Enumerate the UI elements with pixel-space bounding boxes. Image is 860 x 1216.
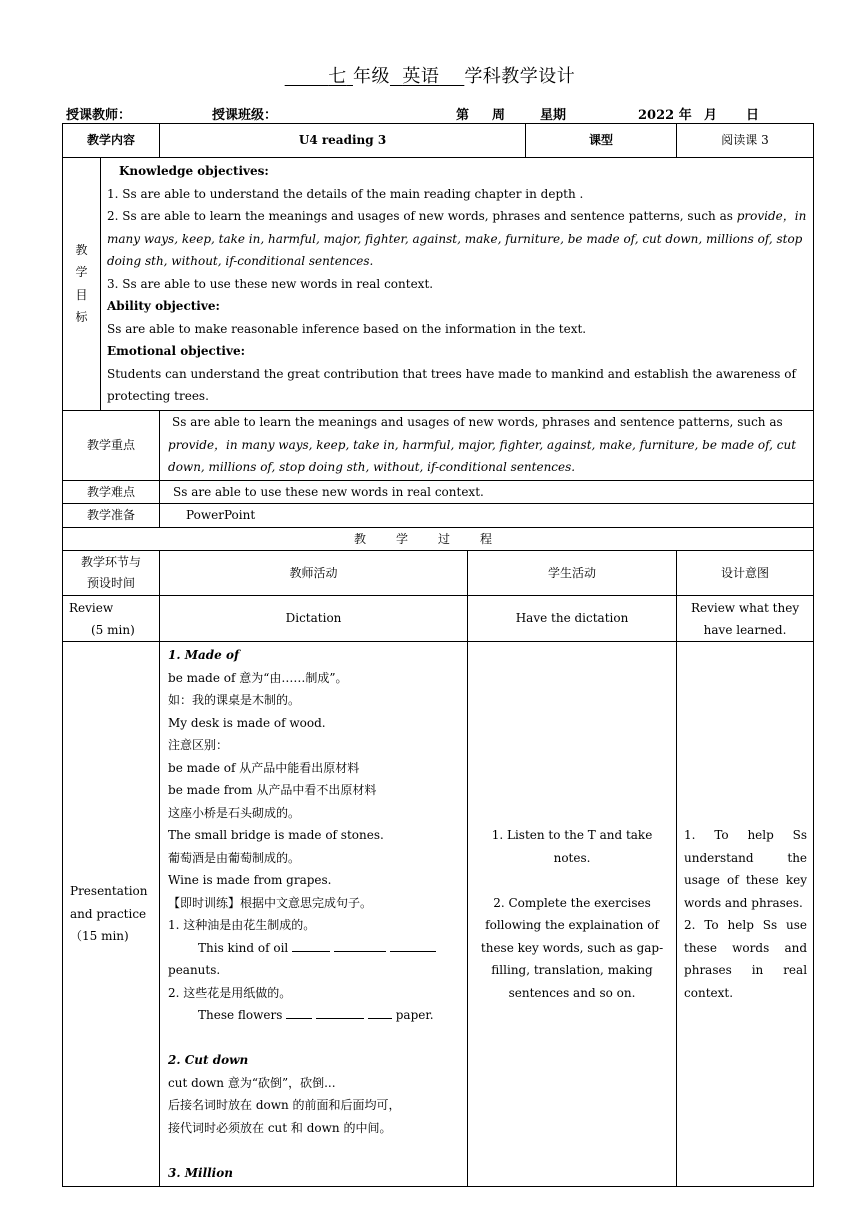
side-char-1: 教	[75, 242, 88, 257]
lesson-plan-table	[62, 123, 814, 1187]
objectives-side-label	[63, 158, 101, 411]
key-points-label: 教学重点	[63, 410, 160, 480]
presentation-row	[63, 642, 814, 1187]
day: 日	[746, 108, 760, 123]
blank-3[interactable]	[390, 939, 436, 952]
blank-2[interactable]	[334, 939, 386, 952]
knowledge-2: 2. Ss are able to learn the meanings and usages of new words, phrases and sentence patterns, such as provide，in many ways, keep, take in, harmful, major, fighter, against, make, furniture, be made of, cut down, millions of, stop doing sth, without, if-conditional sentences.	[107, 209, 807, 268]
review-student: Have the dictation	[468, 596, 677, 642]
subject: 英语	[402, 66, 440, 87]
difficult-points-content: Ss are able to use these new words in real context.	[160, 480, 814, 504]
review-row	[63, 596, 814, 642]
knowledge-1: 1. Ss are able to understand the details of the main reading chapter in depth .	[107, 186, 584, 201]
teacher-label: 授课教师：	[66, 108, 132, 123]
presentation-teacher: 1. Made of be made of 意为“由……制成”。 如：我的课桌是木制的。 My desk is made of wood. 注意区别： be made of 从产品中能看出原材料 be made from 从产品中看不出原材料 这座小桥是石头砌成的。 The small bridge is made of stones. 葡萄酒是由葡萄制成的。 Wine is made from grapes. 【即时训练】根据中文意思完成句子。 1. 这种油是由花生制成的。 This kind of oil peanuts. 2. 这些花是用纸做的。 These flowers paper. 2. Cut down cut down 意为“砍倒”，砍倒... 后接名词时放在 down 的前面和后面均可， 接代词时必须放在 cut 和 down 的中间。 3. Million	[160, 642, 468, 1187]
emotional-text: Students can understand the great contribution that trees have made to mankind and establish the awareness of protecting trees.	[107, 366, 796, 403]
side-char-3: 目	[75, 287, 88, 302]
content-row	[63, 124, 814, 158]
blank-6[interactable]	[368, 1006, 392, 1019]
exercise-2-sentence: These flowers paper.	[198, 1008, 434, 1022]
content-value: U4 reading 3	[160, 124, 526, 158]
side-char-4: 标	[75, 310, 88, 325]
weekday-label: 星期	[540, 108, 567, 123]
objectives-row	[63, 158, 814, 411]
content-label: 教学内容	[63, 124, 160, 158]
month: 月	[704, 108, 718, 123]
ability-heading: Ability objective:	[107, 299, 220, 313]
col-stage: 教学环节与 预设时间	[63, 551, 160, 596]
review-stage: Review (5 min)	[63, 596, 160, 642]
difficult-points-row	[63, 480, 814, 504]
document-title	[0, 62, 860, 88]
emotional-heading: Emotional objective:	[107, 344, 246, 358]
point-million-heading: 3. Million	[168, 1165, 233, 1180]
objectives-content	[101, 158, 814, 411]
week-suffix: 周	[492, 108, 506, 123]
col-teacher-activity: 教师活动	[160, 551, 468, 596]
point-cut-down-heading: 2. Cut down	[168, 1053, 249, 1067]
class-label: 授课班级：	[212, 108, 278, 123]
exercise-1-sentence: This kind of oil	[168, 937, 459, 960]
type-label: 课型	[526, 124, 677, 158]
difficult-points-label: 教学难点	[63, 480, 160, 504]
key-points-content: Ss are able to learn the meanings and usages of new words, phrases and sentence patterns, such as provide，in many ways, keep, take in, harmful, major, fighter, against, make, furniture, be made of, cut down, millions of, stop doing sth, without, if-conditional sentences.	[160, 410, 814, 480]
type-value: 阅读课 3	[677, 124, 814, 158]
blank-5[interactable]	[316, 1006, 364, 1019]
key-points-row	[63, 410, 814, 480]
process-column-headers	[63, 551, 814, 596]
grade-suffix: 年级	[352, 66, 390, 87]
blank-4[interactable]	[286, 1006, 312, 1019]
knowledge-3: 3. Ss are able to use these new words in real context.	[107, 276, 434, 291]
col-student-activity: 学生活动	[468, 551, 677, 596]
year: 2022 年	[638, 108, 692, 123]
presentation-stage: Presentation and practice （15 min)	[63, 642, 160, 1187]
preparation-label: 教学准备	[63, 504, 160, 528]
preparation-content: PowerPoint	[160, 504, 814, 528]
presentation-student: 1. Listen to the T and take notes. 2. Complete the exercises following the explaination of these key words, such as gap-filling, translation, making sentences and so on.	[468, 642, 677, 1187]
grade: 七	[328, 66, 347, 87]
blank-1[interactable]	[292, 939, 330, 952]
side-char-2: 学	[75, 265, 88, 280]
ability-text: Ss are able to make reasonable inference based on the information in the text.	[107, 321, 587, 336]
presentation-intent: 1. To help Ss understand the usage of these key words and phrases. 2. To help Ss use these words and phrases in real context.	[677, 642, 814, 1187]
point-made-of-heading: 1. Made of	[168, 648, 240, 662]
review-teacher: Dictation	[160, 596, 468, 642]
week-prefix: 第	[456, 108, 470, 123]
process-heading: 教学过程	[63, 527, 814, 551]
meta-row	[66, 104, 812, 124]
col-design-intent: 设计意图	[677, 551, 814, 596]
preparation-row	[63, 504, 814, 528]
process-heading-row	[63, 527, 814, 551]
review-intent: Review what they have learned.	[677, 596, 814, 642]
title-suffix: 学科教学设计	[464, 66, 576, 87]
knowledge-heading: Knowledge objectives:	[119, 164, 269, 178]
